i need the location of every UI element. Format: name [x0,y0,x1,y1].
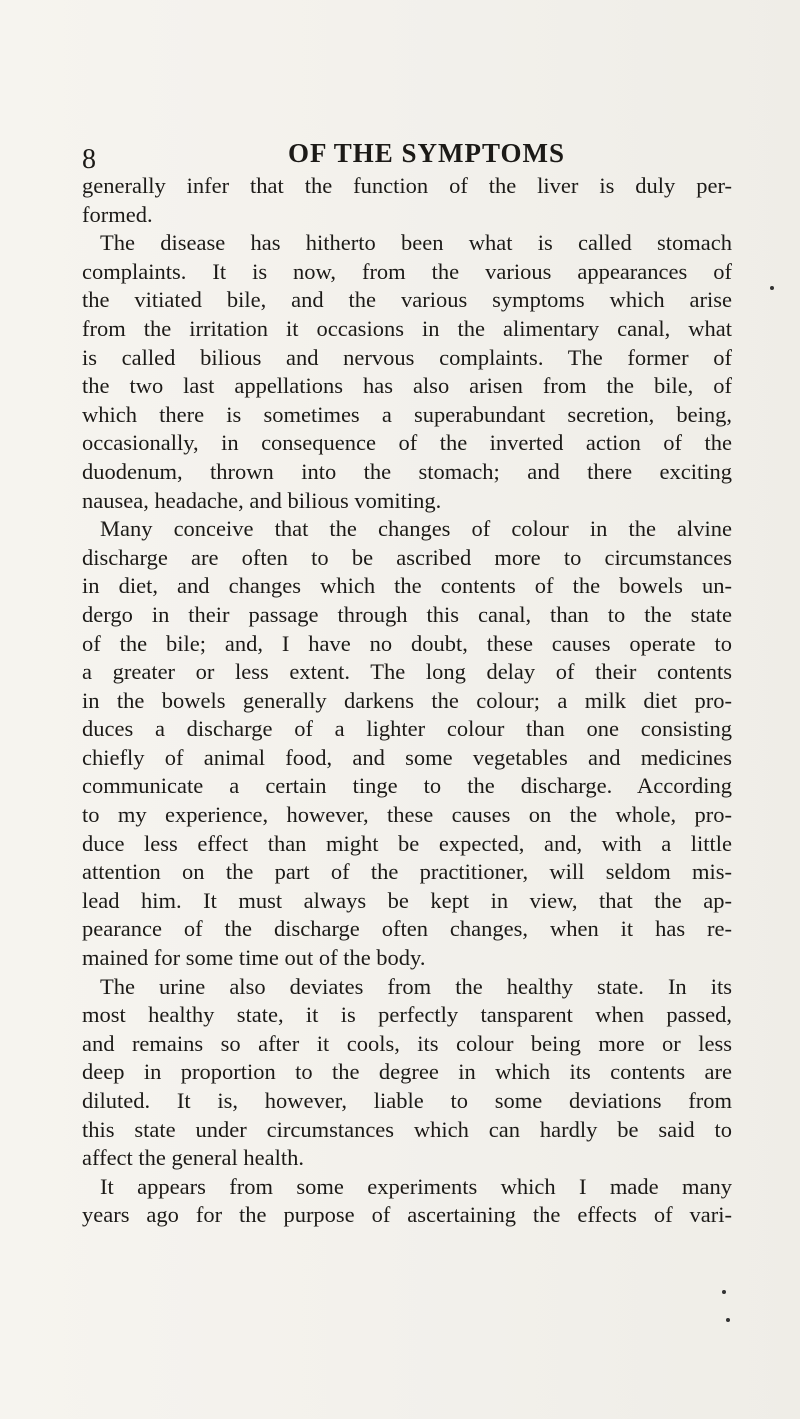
text-line: formed. [82,201,153,227]
text-line: duces a discharge of a lighter colour than one consisting [82,716,732,742]
text-line: and remains so after it cools, its colour being more or less [82,1030,732,1056]
text-line: nausea, headache, and bilious vomiting. [82,487,442,513]
text-line: in the bowels generally darkens the colour; a milk diet pro- [82,687,732,713]
text-line: a greater or less extent. The long delay of their contents [82,659,732,685]
text-line: diluted. It is, however, liable to some deviations from [82,1088,732,1113]
body-text [82,172,732,1230]
text-line: It appears from some experiments which I made many [100,1173,732,1199]
text-line: lead him. It must always be kept in view, that the ap- [82,887,732,913]
text-line: mained for some time out of the body. [82,945,426,971]
text-line: this state under circumstances which can hardly be said to [82,1116,732,1142]
running-title: OF THE SYMPTOMS [288,138,566,168]
text-line: the vitiated bile, and the various symptoms which arise [82,287,732,313]
text-line: Many conceive that the changes of colour in the alvine [100,516,732,542]
text-line: discharge are often to be ascribed more to circumstances [82,544,732,570]
text-line: deep in proportion to the degree in which its contents are [82,1059,732,1085]
text-line: occasionally, in consequence of the inverted action of the [82,430,732,456]
text-line: years ago for the purpose of ascertaining the effects of vari- [82,1202,732,1228]
text-line: to my experience, however, these causes on the whole, pro- [82,802,732,828]
page-header [80,138,740,175]
text-line: is called bilious and nervous complaints. The former of [82,344,732,370]
text-line: most healthy state, it is perfectly tansparent when passed, [82,1002,732,1028]
text-line: chiefly of animal food, and some vegetables and medicines [82,744,732,770]
ink-speck [726,1318,730,1322]
ink-speck [770,286,774,290]
text-line: The urine also deviates from the healthy state. In its [100,973,732,999]
text-line: pearance of the discharge often changes, when it has re- [82,916,732,942]
text-line: The disease has hitherto been what is called stomach [100,230,732,256]
text-line: duodenum, thrown into the stomach; and there exciting [82,458,732,484]
text-line: attention on the part of the practitioner, will seldom mis- [82,859,732,885]
text-line: dergo in their passage through this canal, than to the state [82,601,732,627]
text-line: generally infer that the function of the liver is duly per- [82,173,732,198]
text-line: of the bile; and, I have no doubt, these causes operate to [82,630,732,656]
page-number: 8 [82,144,96,175]
text-line: communicate a certain tinge to the discharge. According [82,773,732,799]
text-line: which there is sometimes a superabundant secretion, being, [82,401,732,427]
text-line: in diet, and changes which the contents of the bowels un- [82,573,732,599]
text-line: duce less effect than might be expected, and, with a little [82,830,732,856]
text-line: the two last appellations has also arisen from the bile, of [82,373,732,399]
text-line: affect the general health. [82,1145,304,1171]
text-line: complaints. It is now, from the various appearances of [82,258,732,284]
ink-speck [722,1290,726,1294]
text-line: from the irritation it occasions in the alimentary canal, what [82,315,732,341]
